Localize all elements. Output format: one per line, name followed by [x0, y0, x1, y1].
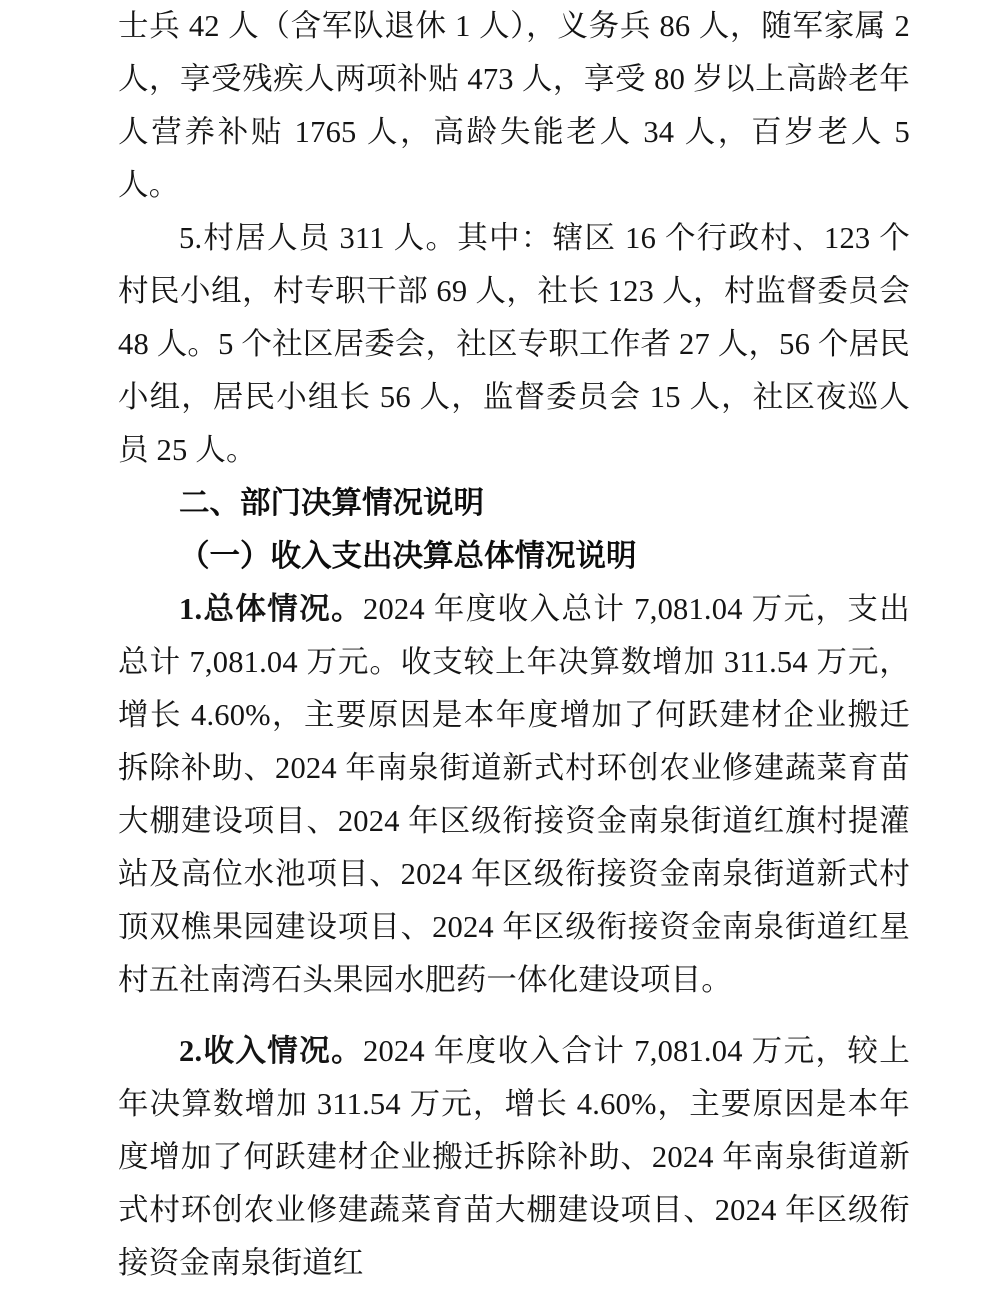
paragraph-overall-lead: 1.总体情况。: [179, 592, 364, 626]
paragraph-income-situation: [118, 1025, 910, 1290]
subheading-income-expenditure-overview: （一）收入支出决算总体情况说明: [179, 539, 637, 573]
paragraph-income-text: 2024 年度收入合计 7,081.04 万元，较上年决算数增加 311.54 万元，增长 4.60%，主要原因是本年度增加了何跃建材企业搬迁拆除补助、2024 年南泉街道新式村环创农业修建蔬菜育苗大棚建设项目、2024 年区级衔接资金南泉街道红: [118, 1034, 911, 1280]
document-body: [118, 0, 910, 1290]
paragraph-gap: [118, 1007, 910, 1025]
paragraph-income-lead: 2.收入情况。: [179, 1034, 364, 1068]
paragraph-village-staff: 5.村居人员 311 人。其中：辖区 16 个行政村、123 个村民小组，村专职干部 69 人，社长 123 人，村监督委员会 48 人。5 个社区居委会，社区专职工作者 27 人，56 个居民小组，居民小组长 56 人，监督委员会 15 人，社区夜巡人员 25 人。: [118, 221, 910, 467]
paragraph-overall-text: 2024 年度收入总计 7,081.04 万元，支出总计 7,081.04 万元。收支较上年决算数增加 311.54 万元，增长 4.60%，主要原因是本年度增加了何跃建材企业搬迁拆除补助、2024 年南泉街道新式村环创农业修建蔬菜育苗大棚建设项目、2024 年区级衔接资金南泉街道红旗村提灌站及高位水池项目、2024 年区级衔接资金南泉街道新式村顶双樵果园建设项目、2024 年区级衔接资金南泉街道红星村五社南湾石头果园水肥药一体化建设项目。: [118, 592, 911, 997]
paragraph-personnel-continued: 士兵 42 人（含军队退休 1 人），义务兵 86 人，随军家属 2 人，享受残疾人两项补贴 473 人，享受 80 岁以上高龄老年人营养补贴 1765 人，高龄失能老人 34 人，百岁老人 5 人。: [118, 9, 910, 202]
heading-section-two: 二、部门决算情况说明: [179, 486, 484, 520]
paragraph-overall-situation: [118, 583, 910, 1007]
